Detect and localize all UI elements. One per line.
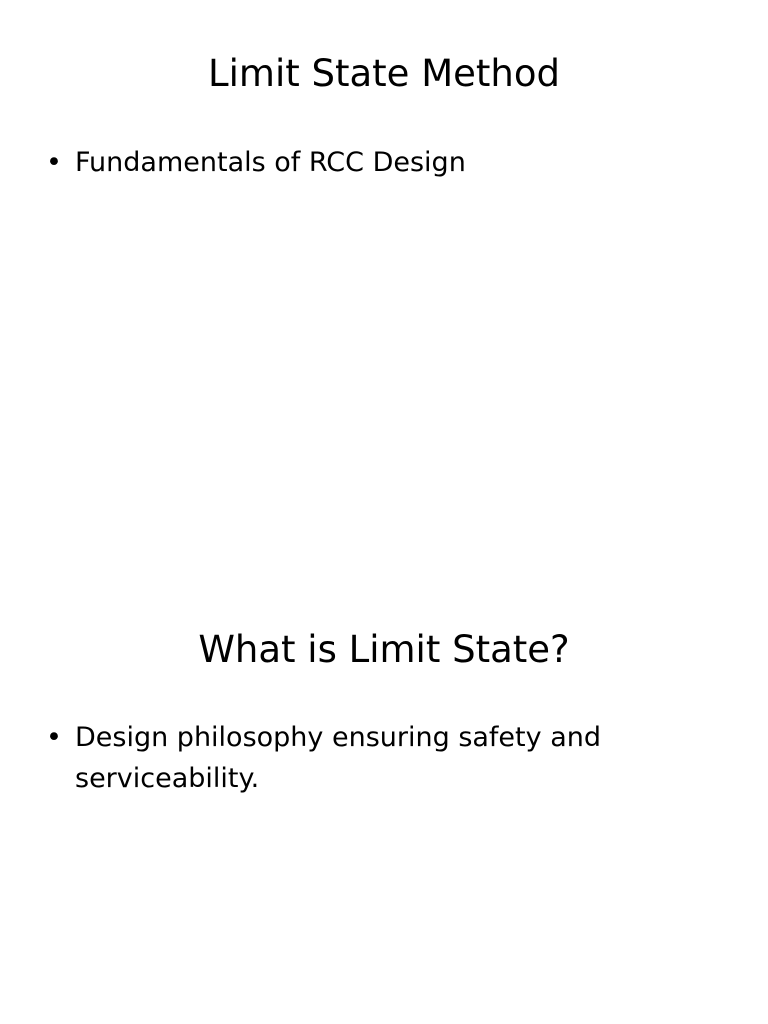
bullet-list <box>44 142 724 183</box>
bullet-text: Fundamentals of RCC Design <box>75 147 466 178</box>
bullet-icon: • <box>46 147 62 178</box>
bullet-icon: • <box>46 722 62 753</box>
bullet-item <box>44 717 724 799</box>
slide-title: What is Limit State? <box>198 628 570 671</box>
bullet-item <box>44 142 724 183</box>
bullet-list <box>44 717 724 799</box>
bullet-text: Design philosophy ensuring safety and serviceability. <box>75 722 601 794</box>
slide-2 <box>0 576 768 1024</box>
slide-title: Limit State Method <box>208 52 560 95</box>
